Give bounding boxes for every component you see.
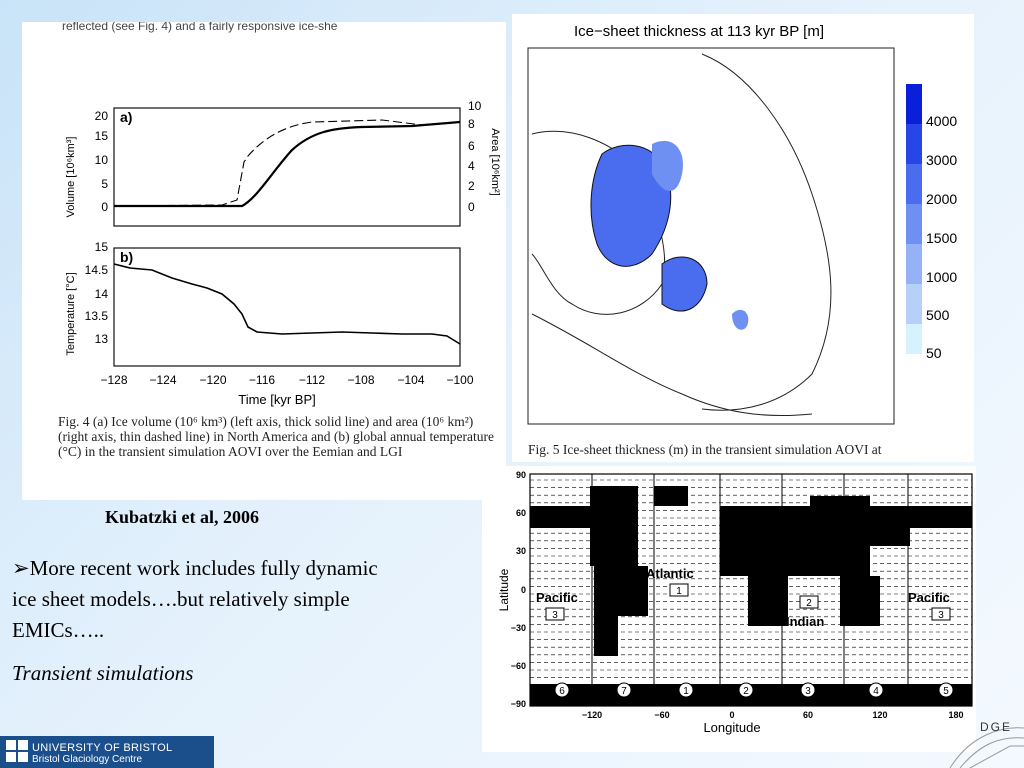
- top-cut-text: reflected (see Fig. 4) and a fairly responsive ice-she: [62, 22, 338, 33]
- legend-swatch: [906, 244, 922, 284]
- corner-logo-text: DGE: [980, 720, 1013, 734]
- land-block: [870, 506, 910, 546]
- svg-text:3: 3: [552, 610, 558, 621]
- volume-series-line: [114, 122, 460, 206]
- bullet-list: [12, 553, 392, 689]
- svg-text:0: 0: [729, 710, 735, 720]
- x-axis-label: Longitude: [703, 720, 761, 735]
- panel-b-left-axis-label: Temperature [°C]: [65, 272, 77, 356]
- svg-text:−116: −116: [248, 373, 276, 387]
- land-block: [654, 486, 688, 506]
- svg-text:120: 120: [872, 710, 888, 720]
- svg-text:10: 10: [468, 99, 482, 113]
- svg-text:−120: −120: [199, 373, 227, 387]
- svg-text:−120: −120: [581, 710, 603, 720]
- legend-swatch: [906, 204, 922, 244]
- bullet-text: More recent work includes fully dynamic ice sheet models….but relatively simple EMICs…..: [12, 556, 378, 642]
- svg-text:15: 15: [94, 240, 108, 254]
- svg-text:−60: −60: [654, 710, 670, 720]
- legend-tick: 4000: [926, 113, 958, 129]
- map-frame: [528, 48, 894, 424]
- svg-text:−30: −30: [510, 623, 526, 633]
- svg-text:−60: −60: [510, 661, 526, 671]
- x-axis-label: Time [kyr BP]: [238, 392, 316, 407]
- land-block: [810, 496, 870, 576]
- svg-text:−112: −112: [298, 373, 326, 387]
- land-block: [590, 486, 638, 566]
- land-block: [530, 506, 590, 528]
- legend-swatch: [906, 84, 922, 124]
- svg-text:13: 13: [94, 332, 108, 346]
- svg-text:0: 0: [520, 585, 526, 595]
- area-series-line: [114, 120, 460, 206]
- svg-text:60: 60: [515, 508, 526, 518]
- panel-a-left-axis-label: Volume [10⁶km³]: [65, 136, 77, 218]
- legend-swatch: [906, 284, 922, 324]
- figure-6-chart: [482, 466, 976, 752]
- svg-text:30: 30: [515, 546, 526, 556]
- legend-tick: 1000: [926, 269, 958, 285]
- svg-text:60: 60: [802, 710, 814, 720]
- svg-text:15: 15: [94, 129, 108, 143]
- land-block: [840, 576, 880, 626]
- svg-text:90: 90: [515, 470, 526, 480]
- bullet-item: [12, 553, 392, 646]
- temperature-series-line: [114, 264, 460, 344]
- svg-text:−90: −90: [510, 699, 526, 709]
- svg-text:7: 7: [621, 686, 627, 697]
- panel-b-frame: [114, 248, 460, 366]
- svg-text:6: 6: [468, 139, 475, 153]
- svg-text:1: 1: [676, 586, 682, 597]
- ocean-label-pacific-east: Pacific: [908, 590, 950, 605]
- logo-line-2: Bristol Glaciology Centre: [32, 754, 143, 765]
- legend-tick: 1500: [926, 230, 958, 246]
- x-ticks: [582, 710, 964, 720]
- legend-tick: 50: [926, 345, 942, 361]
- legend-swatch: [906, 324, 922, 354]
- svg-text:0: 0: [101, 200, 108, 214]
- svg-text:2: 2: [743, 686, 749, 697]
- legend-swatch: [906, 124, 922, 164]
- svg-text:4: 4: [468, 159, 475, 173]
- legend-tick: 3000: [926, 152, 958, 168]
- citation: Kubatzki et al, 2006: [105, 507, 260, 527]
- svg-text:4: 4: [873, 686, 879, 697]
- svg-text:6: 6: [559, 686, 565, 697]
- figure-5-map: [512, 14, 974, 462]
- land-block: [748, 576, 788, 626]
- figure-5-panel: [512, 14, 974, 462]
- svg-text:14: 14: [94, 287, 108, 301]
- figure-5-caption: Fig. 5 Ice-sheet thickness (m) in the transient simulation AOVI at: [528, 442, 882, 457]
- logo-line-1: UNIVERSITY OF BRISTOL: [32, 742, 173, 754]
- panel-a-label: a): [120, 109, 133, 125]
- land-block: [720, 506, 810, 576]
- svg-text:3: 3: [938, 610, 944, 621]
- bullet-marker: ➢: [12, 556, 30, 580]
- figure-6-panel: [482, 466, 976, 752]
- legend-swatch: [906, 164, 922, 204]
- svg-text:180: 180: [948, 710, 964, 720]
- legend-tick: 500: [926, 307, 950, 323]
- svg-text:−124: −124: [149, 373, 177, 387]
- svg-text:13.5: 13.5: [84, 309, 108, 323]
- land-block: [594, 566, 618, 656]
- map-title: Ice−sheet thickness at 113 kyr BP [m]: [574, 23, 824, 40]
- y-axis-label: Latitude: [497, 568, 511, 612]
- svg-text:8: 8: [468, 117, 475, 131]
- svg-text:14.5: 14.5: [84, 263, 108, 277]
- svg-text:2: 2: [468, 179, 475, 193]
- ocean-label-atlantic: Atlantic: [646, 566, 694, 581]
- land-block: [618, 566, 648, 616]
- svg-text:5: 5: [101, 177, 108, 191]
- ocean-label-indian: Indian: [786, 614, 825, 629]
- svg-text:2: 2: [806, 598, 812, 609]
- panel-a-right-ticks: [468, 99, 482, 214]
- legend-tick: 2000: [926, 191, 958, 207]
- land-block: [910, 506, 972, 528]
- italic-note: Transient simulations: [12, 661, 194, 685]
- ocean-label-pacific-west: Pacific: [536, 590, 578, 605]
- panel-b-left-ticks: [85, 240, 109, 346]
- svg-text:1: 1: [683, 686, 689, 697]
- university-logo: [0, 736, 214, 768]
- svg-text:5: 5: [943, 686, 949, 697]
- x-axis-ticks: [100, 373, 473, 387]
- figure-4-panel: [22, 22, 506, 500]
- crest-icon: [4, 738, 30, 766]
- panel-a-left-ticks: [95, 109, 109, 214]
- svg-text:−128: −128: [100, 373, 128, 387]
- svg-text:−100: −100: [446, 373, 474, 387]
- svg-text:10: 10: [94, 153, 108, 167]
- svg-text:−108: −108: [347, 373, 375, 387]
- figure-4-caption: Fig. 4 (a) Ice volume (10⁶ km³) (left axis, thick solid line) and area (10⁶ km²) (right axis, thin dashed line) in North America and (b) global annual temperature (°C) in the transient simulation AOVI over the Eemian and LGI: [58, 414, 498, 459]
- svg-text:20: 20: [94, 109, 108, 123]
- svg-text:3: 3: [805, 686, 811, 697]
- svg-text:0: 0: [468, 200, 475, 214]
- panel-b-label: b): [120, 249, 134, 265]
- map-legend: [906, 84, 957, 361]
- panel-a-right-axis-label: Area [10⁶km²]: [489, 128, 501, 196]
- y-ticks: [511, 470, 526, 709]
- svg-text:−104: −104: [397, 373, 425, 387]
